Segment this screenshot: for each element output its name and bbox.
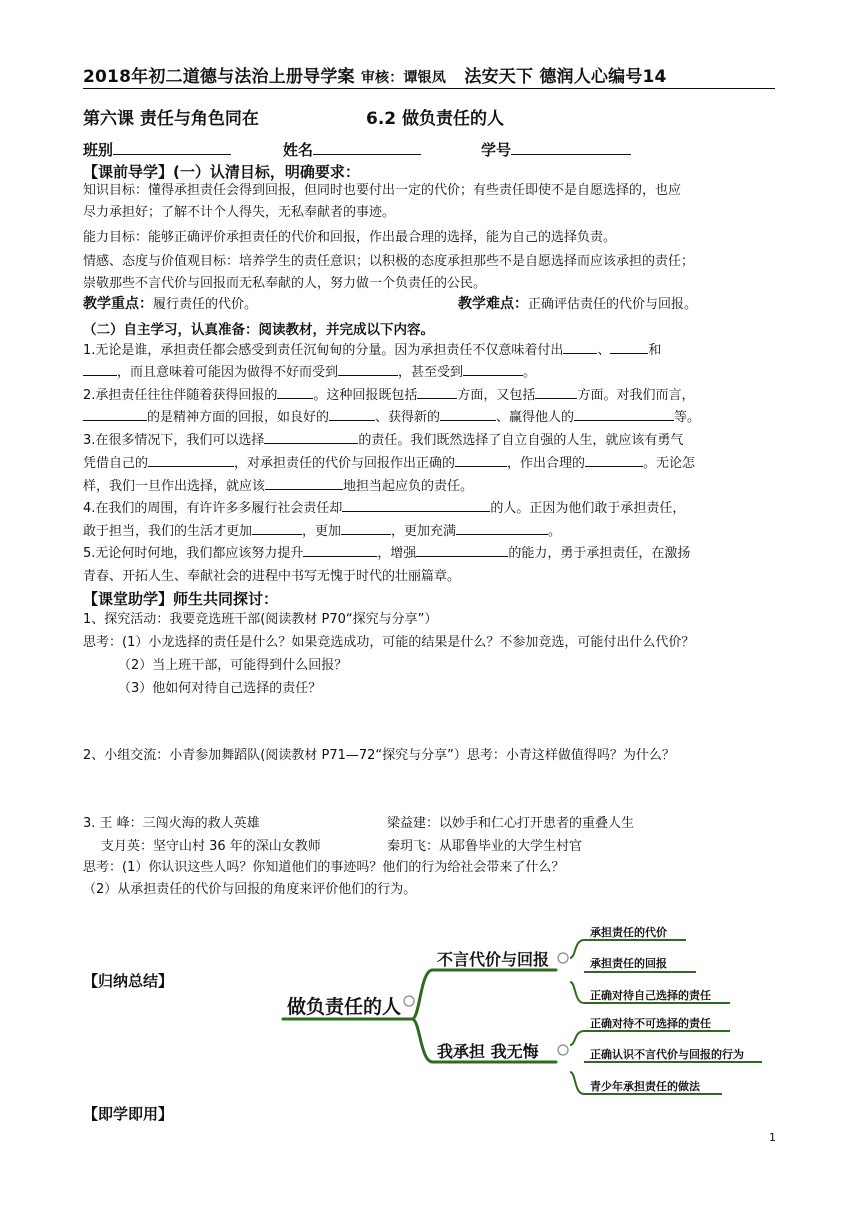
q4-text-4: ，更加 <box>302 524 342 539</box>
mindmap-leaf-1-2: 承担责任的回报 <box>590 957 667 970</box>
question-5-line-2: 青春、开拓人生、奉献社会的进程中书写无愧于时代的壮丽篇章。 <box>83 569 461 584</box>
q1-text-2: ，而且意味着可能因为做得不好而受到 <box>117 365 339 380</box>
motto: 法安天下 德润人心 <box>464 67 609 87</box>
q2-text-3: 方面，又包括 <box>457 388 536 403</box>
activity-3-person-1: 3. 王 峰：三闯火海的救人英雄 <box>83 816 260 831</box>
activity-3-person-3: 支月英：坚守山村 36 年的深山女教师 <box>101 839 321 854</box>
mindmap-leaf-1-1: 承担责任的代价 <box>590 926 667 939</box>
mindmap-branch-1: 不言代价与回报 <box>437 950 550 969</box>
page-number: 1 <box>769 1131 776 1144</box>
q3-text: 3.在很多情况下，我们可以选择 <box>83 433 265 448</box>
q3-text-7: 样，我们一旦作出选择，就应该 <box>83 479 266 494</box>
mindmap-root-toggle-icon[interactable] <box>404 996 414 1006</box>
practice-heading: 【即学即用】 <box>83 1105 174 1123</box>
teaching-key-label: 教学重点： <box>83 296 153 312</box>
mindmap-root: 做负责任的人 <box>287 996 402 1018</box>
doc-number: 编号14 <box>608 67 667 87</box>
lesson-section: 6.2 做负责任的人 <box>366 109 505 129</box>
q3-text-3: 凭借自己的 <box>83 456 149 471</box>
mindmap-branch-2: 我承担 我无悔 <box>437 1042 539 1061</box>
q3-text-5: ，作出合理的 <box>507 456 586 471</box>
teaching-difficulty-text: 正确评估责任的代价与回报。 <box>528 297 698 312</box>
q2-text: 2.承担责任往往伴随着获得回报的 <box>83 388 278 403</box>
mindmap-leaf-1-3: 正确对待自己选择的责任 <box>590 989 711 1002</box>
q3-end: 地担当起应负的责任。 <box>343 479 474 494</box>
mindmap-leaf-2-2: 正确认识不言代价与回报的行为 <box>590 1048 744 1061</box>
q3-text-4: ，对承担责任的代价与回报作出正确的 <box>234 456 456 471</box>
q4-text-3: 敢于担当，我们的生活才更加 <box>83 524 253 539</box>
goal-attitude-2: 崇敬那些不言代价与回报而无私奉献的人，努力做一个负责任的公民。 <box>83 276 487 291</box>
activity-3-person-4: 秦玥飞：从耶鲁毕业的大学生村官 <box>387 839 583 854</box>
reviewer: 审核：谭银凤 <box>360 70 447 86</box>
q1-sep: 、 <box>597 343 611 358</box>
mindmap-leaf-2-3: 青少年承担责任的做法 <box>590 1080 700 1093</box>
q2-text-7: 、赢得他人的 <box>496 410 575 425</box>
activity-1: 1、探究活动：我要竞选班干部(阅读教材 P70“探究与分享”） <box>83 612 438 627</box>
q4-text-2: 的人。正因为他们敢于承担责任， <box>490 501 686 516</box>
q1-and: 和 <box>648 343 662 358</box>
q3-text-6: 。无论怎 <box>643 456 696 471</box>
activity-3-q1: 思考：(1）你认识这些人吗？你知道他们的事迹吗？他们的行为给社会带来了什么？ <box>83 860 565 875</box>
q2-end: 等。 <box>674 410 701 425</box>
q5-text-2: ，增强 <box>377 546 417 561</box>
doc-title: 2018年初二道德与法治上册导学案 <box>83 67 355 87</box>
mindmap-branch-1-line <box>412 970 556 1019</box>
field-class-label: 班别 <box>83 141 114 159</box>
teaching-difficulty-label: 教学难点： <box>458 296 528 312</box>
teaching-key-text: 履行责任的代价。 <box>153 297 258 312</box>
field-id-label: 学号 <box>481 141 512 159</box>
q3-text-2: 的责任。我们既然选择了自立自强的人生，就应该有勇气 <box>358 433 684 448</box>
classroom-heading: 【课堂助学】师生共同探讨： <box>83 590 279 608</box>
mindmap-leaf-2-1: 正确对待不可选择的责任 <box>590 1017 711 1030</box>
activity-1-q2: （2）当上班干部，可能得到什么回报？ <box>118 658 348 673</box>
q2-text-2: 。这种回报既包括 <box>313 388 418 403</box>
goal-ability: 能力目标：能够正确评价承担责任的代价和回报，作出最合理的选择，能为自己的选择负责。 <box>83 230 617 245</box>
goal-knowledge-2: 尽力承担好；了解不计个人得失，无私奉献者的事迹。 <box>83 205 396 220</box>
mindmap-leaf-1-1-line <box>570 940 686 958</box>
preview-heading: 【课前导学】(一）认清目标，明确要求： <box>83 163 360 181</box>
activity-1-q3: （3）他如何对待自己选择的责任？ <box>118 681 322 696</box>
q2-text-4: 方面。对我们而言， <box>577 388 695 403</box>
goal-knowledge-1: 知识目标：懂得承担责任会得到回报，但同时也要付出一定的代价；有些责任即使不是自愿选择的，也应 <box>83 183 682 198</box>
activity-3-person-2: 梁益建：以妙手和仁心打开患者的重叠人生 <box>387 816 635 831</box>
q1-text: 1.无论是谁，承担责任都会感受到责任沉甸甸的分量。因为承担责任不仅意味着付出 <box>83 343 564 358</box>
q2-text-5: 的是精神方面的回报，如良好的 <box>147 410 330 425</box>
q5-text-3: 的能力，勇于承担责任，在激扬 <box>508 546 691 561</box>
mindmap-branch-2-toggle-icon[interactable] <box>558 1045 568 1055</box>
mindmap-branch-1-toggle-icon[interactable] <box>558 953 568 963</box>
q1-text-3: ，甚至受到 <box>398 365 464 380</box>
goal-attitude-1: 情感、态度与价值观目标：培养学生的责任意识；以积极的态度承担那些不是自愿选择而应该承担的责任； <box>83 254 695 269</box>
q4-text-5: ，更加充满 <box>391 524 457 539</box>
self-study-heading: （二）自主学习，认真准备：阅读教材，并完成以下内容。 <box>83 322 434 338</box>
q5-text: 5.无论何时何地，我们都应该努力提升 <box>83 546 304 561</box>
activity-1-q1: 思考：(1）小龙选择的责任是什么？如果竞选成功，可能的结果是什么？不参加竞选，可能付出什么代价？ <box>83 635 695 650</box>
q4-text: 4.在我们的周围，有许许多多履行社会责任却 <box>83 501 343 516</box>
summary-heading: 【归纳总结】 <box>83 972 174 990</box>
q4-end: 。 <box>548 524 562 539</box>
activity-3-q2: （2）从承担责任的代价与回报的角度来评价他们的行为。 <box>83 882 417 897</box>
activity-2: 2、小组交流：小青参加舞蹈队(阅读教材 P71—72“探究与分享”）思考：小青这样做值得吗？为什么？ <box>83 748 675 763</box>
field-name-label: 姓名 <box>283 141 314 159</box>
q2-text-6: 、获得新的 <box>375 410 441 425</box>
lesson-unit: 第六课 责任与角色同在 <box>83 109 259 129</box>
mindmap-leaf-2-1-line <box>570 1031 730 1045</box>
q1-end: 。 <box>523 365 537 380</box>
